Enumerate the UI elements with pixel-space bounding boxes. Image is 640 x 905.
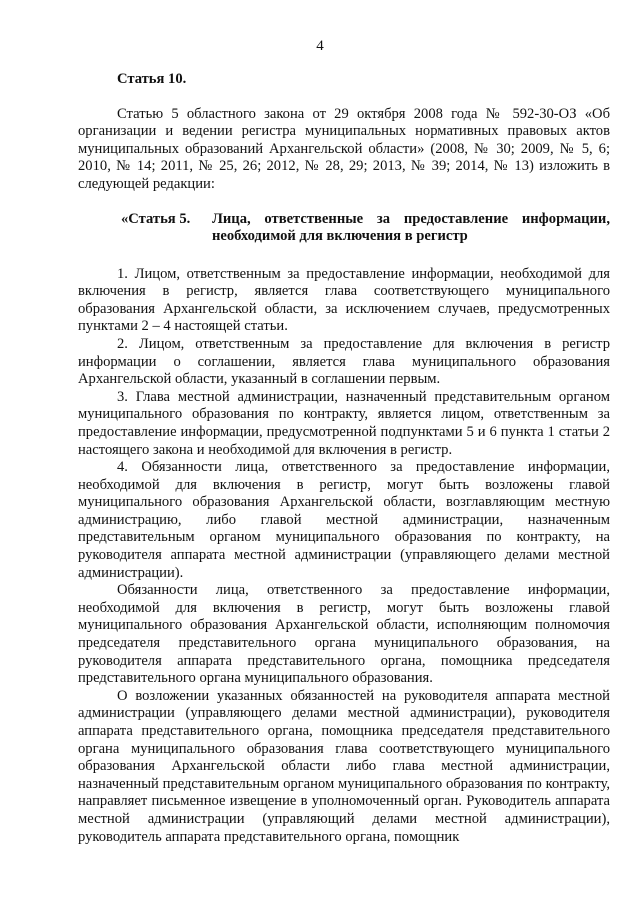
article-heading: Статья 10. (117, 71, 187, 87)
sub-article-number: «Статья 5. (121, 210, 191, 227)
paragraph-5: Обязанности лица, ответственного за предоставление информации, необходимой для включения в регистр, могут быть возложены главой муниципального образования Архангельской области, исполняющим полномочия председателя представительного органа муниципального образования, на руководителя аппарата представительного органа, помощника председателя представительного органа муниципального образования. (78, 582, 610, 687)
paragraph-2: 2. Лицом, ответственным за предоставление для включения в регистр информации о соглашении, является глава муниципального образования Архангельской области, указанный в соглашении первым. (78, 335, 610, 388)
paragraph-4: 4. Обязанности лица, ответственного за предоставление информации, необходимой для включения в регистр, могут быть возложены главой муниципального образования Архангельской области, возглавляющим местную администрацию, либо главой местной администрации, назначенным представительным органом муниципального образования по контракту, на руководителя аппарата местной администрации (управляющего делами местной администрации). (78, 459, 610, 581)
paragraph-6: О возложении указанных обязанностей на руководителя аппарата местной администрации (управляющего делами местной администрации), руководителя аппарата представительного органа, помощника председателя представительного органа муниципального образования глава соответствующего муниципального образования Архангельской области либо глава местной администрации, назначенный представительным органом муниципального образования по контракту, направляет письменное извещение в уполномоченный орган. Руководитель аппарата местной администрации (управляющий делами местной администрации), руководитель аппарата представительного органа, помощник (78, 687, 610, 845)
paragraph-1: 1. Лицом, ответственным за предоставление информации, необходимой для включения в регистр, является глава соответствующего муниципального образования Архангельской области, за исключением случаев, предусмотренных пунктами 2 – 4 настоящей статьи. (78, 265, 610, 335)
article-intro-paragraph: Статью 5 областного закона от 29 октября 2008 года № 592-30-ОЗ «Об организации и ведении регистра муниципальных нормативных правовых актов муниципальных образований Архангельской области» (2008, № 30; 2009, № 5, 6; 2010, № 14; 2011, № 25, 26; 2012, № 28, 29; 2013, № 39; 2014, № 13) изложить в следующей редакции: (78, 105, 610, 192)
sub-article-title-line2: необходимой для включения в регистр (212, 228, 468, 245)
page-number: 4 (316, 38, 324, 54)
document-body (78, 71, 610, 846)
sub-article-heading (121, 211, 610, 247)
paragraph-3: 3. Глава местной администрации, назначенный представительным органом муниципального образования по контракту, является лицом, ответственным за предоставление информации, предусмотренной подпунктами 5 и 6 пункта 1 статьи 2 настоящего закона и необходимой для включения в регистр. (78, 388, 610, 458)
sub-article-title (212, 211, 610, 246)
sub-article-title-line1: Лица, ответственные за предоставление информации, (212, 210, 610, 227)
